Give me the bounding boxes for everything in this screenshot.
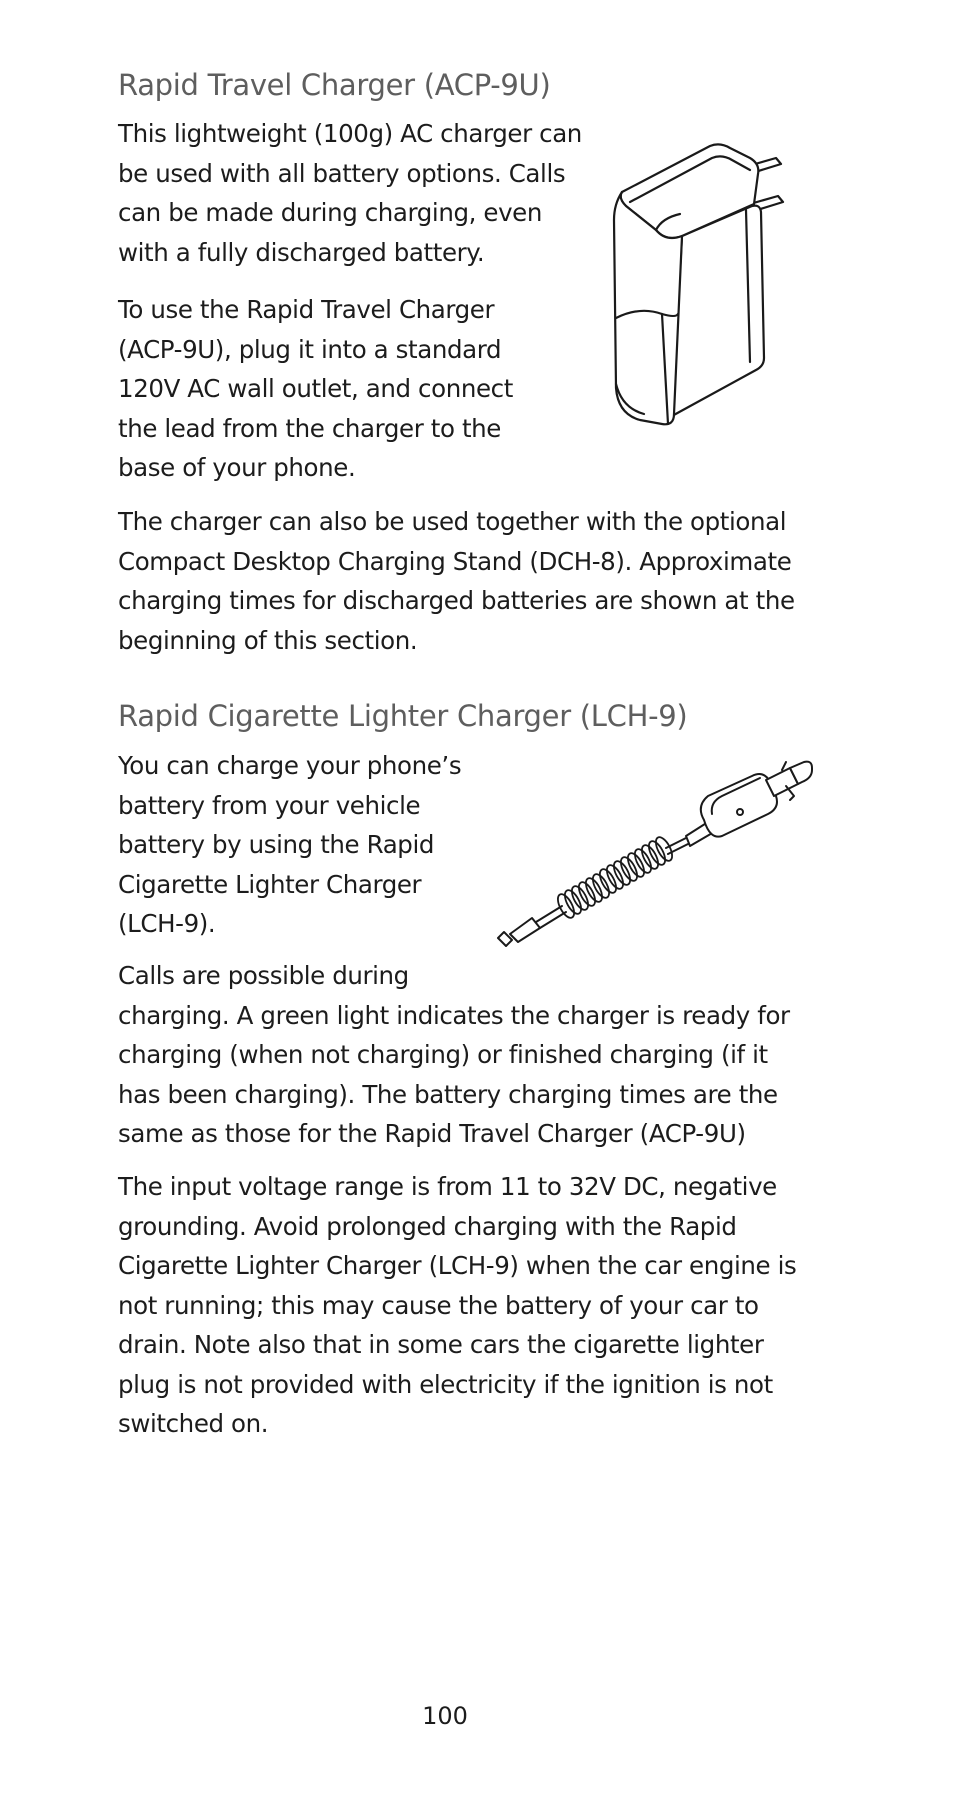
paragraph-travel-charger-usage: To use the Rapid Travel Charger (ACP-9U), plug it into a standard 120V AC wall outlet, and connect the lead from the charger to the base of your phone. — [118, 295, 513, 482]
section-heading-travel-charger: Rapid Travel Charger (ACP-9U) — [118, 68, 551, 102]
wall-charger-icon — [600, 138, 820, 428]
car-charger-coiled-cord-icon — [490, 756, 820, 956]
paragraph-car-charger-calls: Calls are possible during charging. A green light indicates the charger is ready for charging (when not charging) or finished charging (if it has been charging). The battery charging times are the same as those for the Rapid Travel Charger (ACP-9U) — [118, 961, 790, 1148]
paragraph-car-charger-intro: You can charge your phone’s battery from your vehicle battery by using the Rapid Cigarette Lighter Charger (LCH-9). — [118, 751, 462, 938]
page-number: 100 — [422, 1702, 468, 1730]
paragraph-car-charger-voltage: The input voltage range is from 11 to 32V DC, negative grounding. Avoid prolonged charging with the Rapid Cigarette Lighter Charger (LCH-9) when the car engine is not running; this may cause the battery of your car to drain. Note also that in some cars the cigarette lighter plug is not provided with electricity if the ignition is not switched on. — [118, 1172, 797, 1438]
paragraph-travel-charger-intro: This lightweight (100g) AC charger can be used with all battery options. Calls can be made during charging, even with a fully discharged battery. — [118, 119, 582, 267]
paragraph-travel-charger-stand: The charger can also be used together with the optional Compact Desktop Charging Stand (DCH-8). Approximate charging times for discharged batteries are shown at the beginning of this section. — [118, 507, 795, 655]
section-heading-car-charger: Rapid Cigarette Lighter Charger (LCH-9) — [118, 699, 688, 733]
